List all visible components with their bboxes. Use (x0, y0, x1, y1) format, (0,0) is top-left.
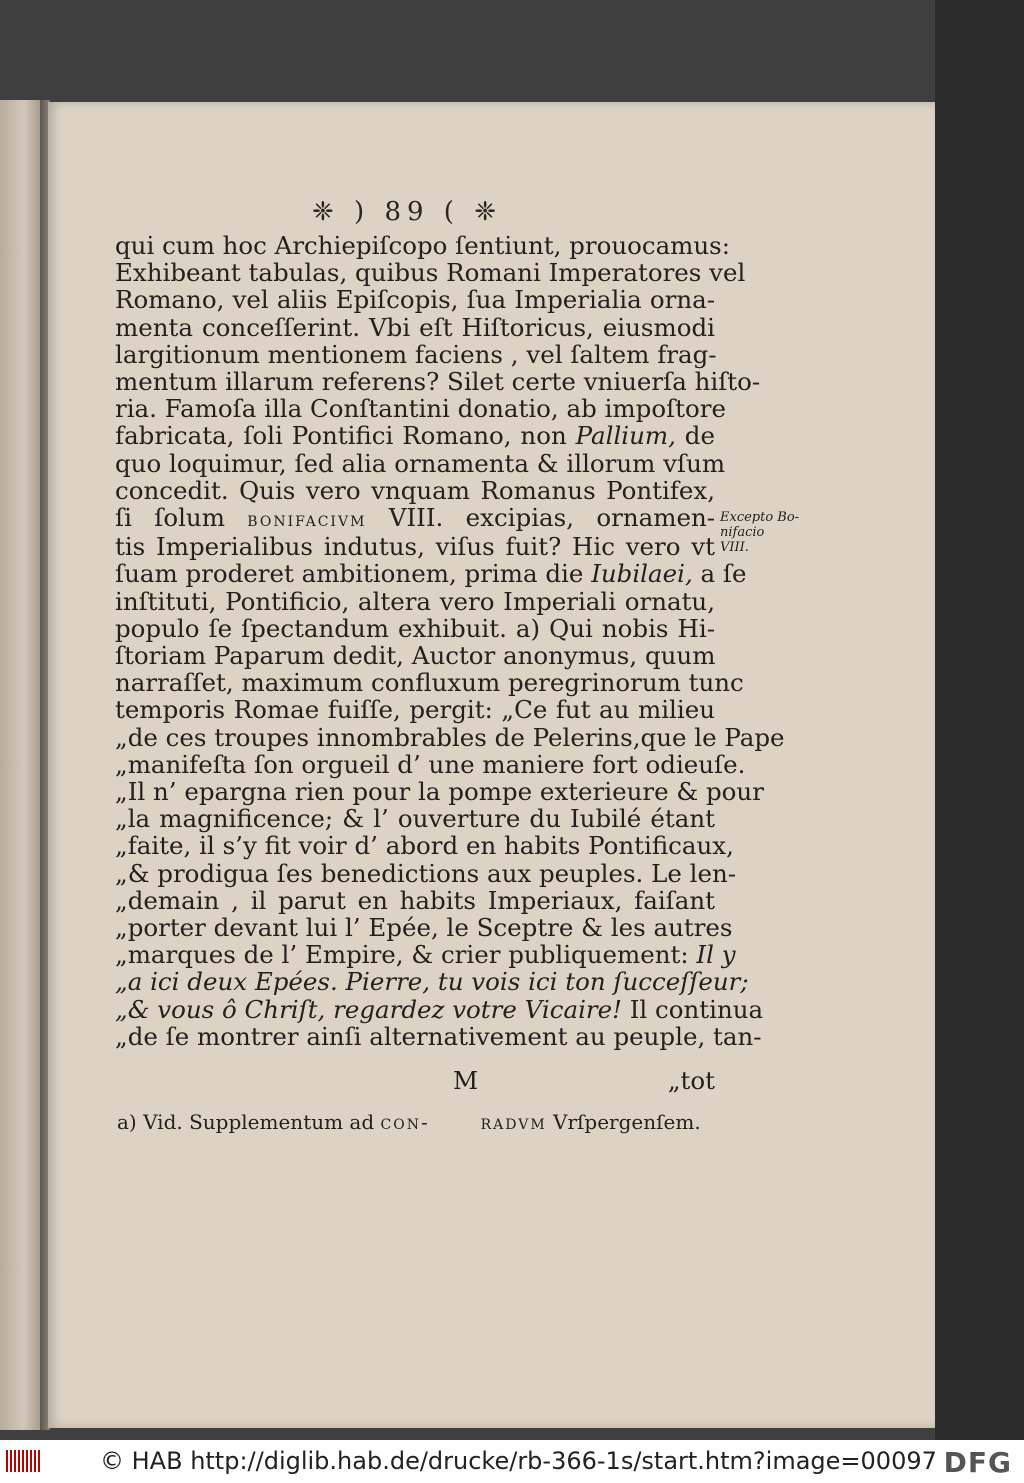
text-line: „de ces troupes innombrables de Pelerins,que le Pape (115, 722, 785, 752)
italic-word: Pallium, (575, 421, 676, 451)
text-line: inſtituti, Pontificio, altera vero Imperiali ornatu, (115, 586, 715, 616)
barcode-icon (6, 1450, 40, 1472)
footnote-text: a) Vid. Supplementum ad (117, 1110, 381, 1134)
text-line: „Il n’ epargna rien pour la pompe exterieure & pour (115, 777, 764, 807)
text-line: „& prodigua ſes benedictions aux peuples. Le len- (115, 858, 737, 888)
text-segment: Il continua (621, 994, 764, 1024)
text-line: Romano, vel aliis Epiſcopis, ſua Imperialia orna- (115, 285, 715, 315)
text-line (115, 994, 764, 1024)
dfg-logo: DFG (943, 1446, 1012, 1479)
italic-phrase: „& vous ô Chriſt, regardez votre Vicaire! (115, 994, 622, 1024)
text-segment: a ſe (692, 559, 747, 589)
signature-mark: M (453, 1066, 479, 1095)
margin-note (720, 510, 810, 555)
footer-bar (0, 1440, 1024, 1483)
text-line (115, 504, 715, 533)
text-line: qui cum hoc Archiepiſcopo ſentiunt, prouocamus: (115, 231, 731, 260)
margin-note-line: nifacio (720, 525, 765, 540)
text-line: ſtoriam Paparum dedit, Auctor anonymus, quum (115, 641, 716, 671)
text-line: Exhibeant tabulas, quibus Romani Imperatores vel (115, 258, 746, 288)
italic-word: Il y (696, 940, 736, 970)
text-line: „manifeſta ſon orgueil d’ une maniere fort odieuſe. (115, 749, 746, 779)
text-line: „demain , il parut en habits Imperiaux, faiſant (115, 885, 715, 915)
text-line: „la magnificence; & l’ ouverture du Iubilé étant (115, 804, 715, 834)
text-line: menta conceſſerint. Vbi eſt Hiſtoricus, eiusmodi (115, 312, 715, 342)
page-header: ❈ ) 89 ( ❈ (312, 197, 502, 227)
small-caps-name: bonifacivm (247, 507, 367, 532)
footnote-text: Vrſpergenſem. (546, 1110, 701, 1134)
text-segment: de (675, 421, 715, 451)
footnote (117, 1110, 701, 1134)
catchword: „tot (667, 1066, 715, 1095)
text-line: tis Imperialibus indutus, viſus fuit? Hic vero vt (115, 532, 715, 562)
text-line: largitionum mentionem faciens , vel ſaltem frag- (115, 339, 717, 369)
text-line: concedit. Quis vero vnquam Romanus Pontifex, (115, 475, 715, 505)
text-line: ria. Famoſa illa Conſtantini donatio, ab impoſtore (115, 394, 726, 424)
text-line (115, 422, 715, 449)
text-line (115, 559, 747, 589)
italic-word: Iubilaei, (591, 559, 693, 589)
text-line: „porter devant lui l’ Epée, le Sceptre & les autres (115, 913, 733, 943)
text-segment: fabricata, ſoli Pontifici Romano, non (115, 421, 567, 451)
margin-note-line: VIII. (720, 540, 749, 555)
text-line: mentum illarum referens? Silet certe vniuerſa hiſto- (115, 367, 761, 397)
text-line (115, 940, 736, 970)
facing-page-edge (0, 100, 40, 1430)
footnote-small-caps: con- (380, 1110, 430, 1134)
text-line: quo loquimur, ſed alia ornamenta & illorum vſum (115, 448, 726, 478)
footer-credit-link[interactable]: © HAB http://diglib.hab.de/drucke/rb-366-1s/start.htm?image=00097 (100, 1447, 937, 1475)
text-segment: VIII. excipias, ornamen- (366, 503, 715, 533)
footnote-small-caps: radvm (480, 1110, 547, 1134)
text-segment: „marques de l’ Empire, & crier publiquement: (115, 940, 697, 970)
text-line: „a ici deux Epées. Pierre, tu vois ici ton ſucceſſeur; (115, 967, 749, 997)
text-line: „de ſe montrer ainſi alternativement au peuple, tan- (115, 1021, 762, 1051)
text-line: narraſſet, maximum confluxum peregrinorum tunc (115, 668, 744, 698)
text-segment: ſi ſolum (115, 503, 248, 533)
text-segment: ſuam proderet ambitionem, prima die (115, 559, 592, 589)
text-line: populo ſe ſpectandum exhibuit. a) Qui nobis Hi- (115, 613, 715, 643)
margin-note-line: Excepto Bo- (720, 510, 800, 525)
text-line: temporis Romae fuiſſe, pergit: „Ce fut au milieu (115, 695, 715, 725)
text-line: „faite, il s’y fit voir d’ abord en habits Pontificaux, (115, 831, 734, 861)
